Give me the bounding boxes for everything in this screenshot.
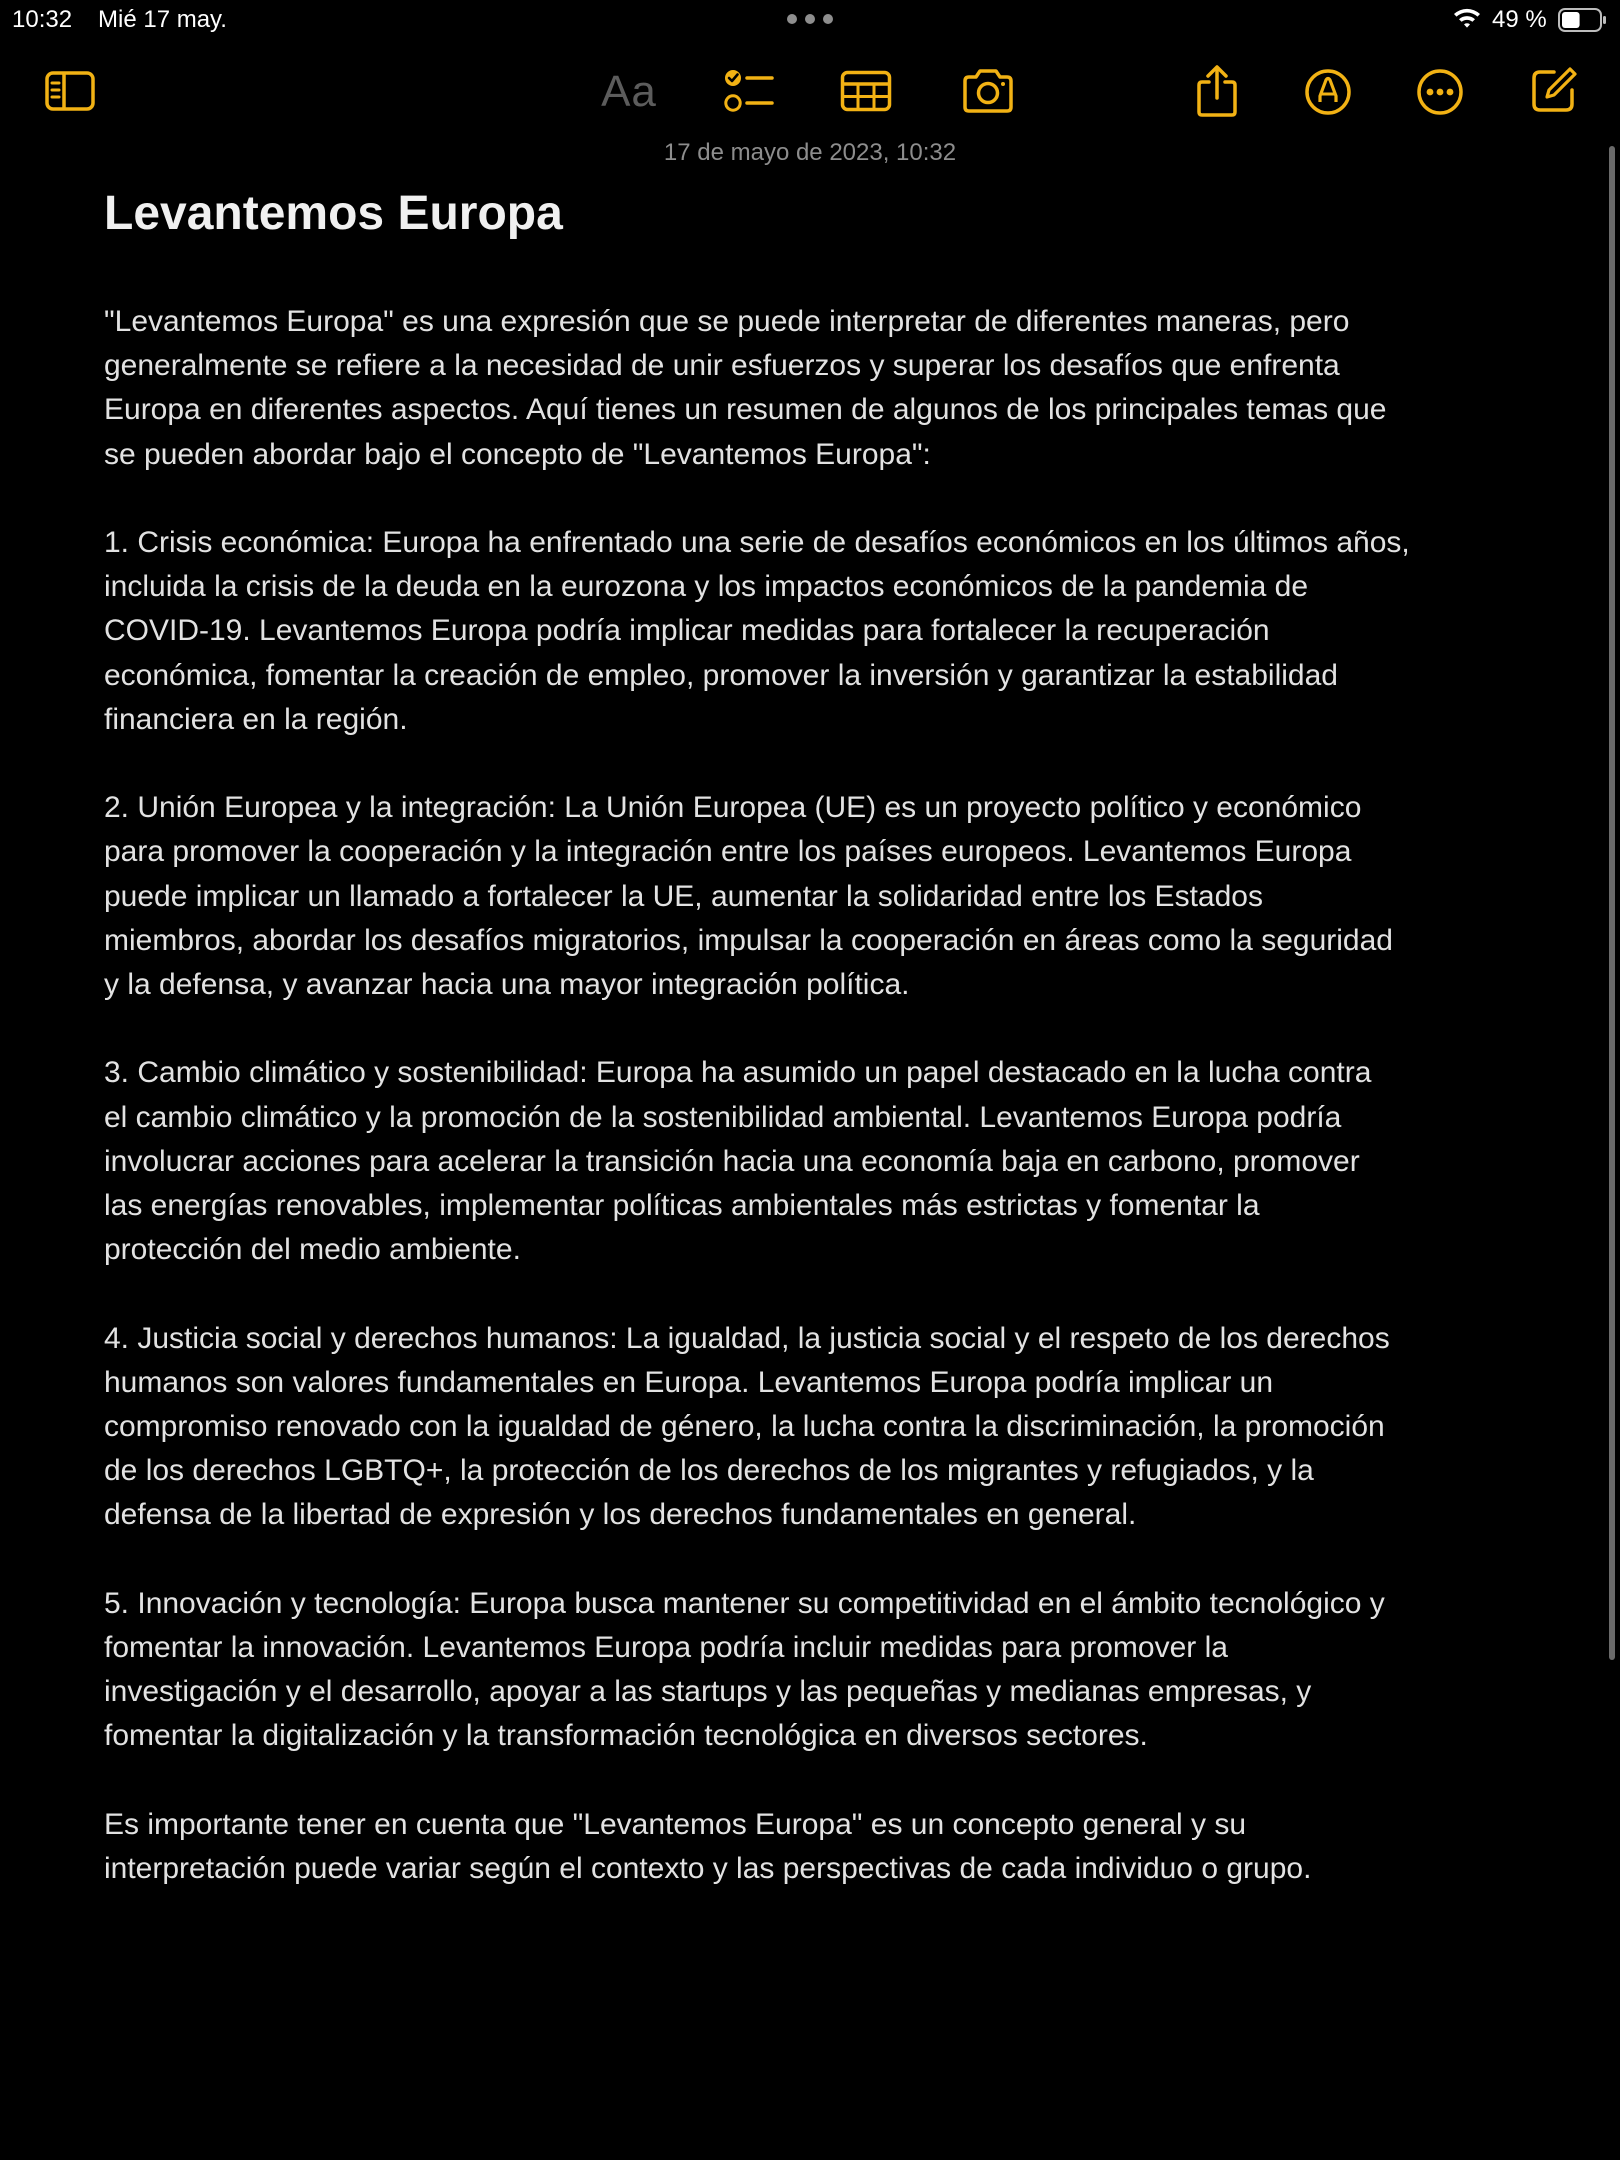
- note-date: 17 de mayo de 2023, 10:32: [663, 139, 957, 166]
- share-icon: [1196, 64, 1238, 118]
- status-bar: [0, 0, 1620, 40]
- checklist-button[interactable]: [722, 66, 774, 116]
- multitasking-dots-icon[interactable]: [787, 14, 833, 24]
- markup-icon: [1304, 68, 1352, 116]
- note-body[interactable]: [104, 300, 1524, 1935]
- format-button[interactable]: Aa: [601, 67, 657, 116]
- more-icon: [1416, 68, 1464, 116]
- new-note-button[interactable]: [1530, 66, 1578, 114]
- note-paragraph: 4. Justicia social y derechos humanos: La igualdad, la justicia social y el respeto de los derechos humanos son valores fundamentales en Europa. Levantemos Europa podría implicar un compromiso renovado con la igualdad de género, la lucha contra la discriminación, la promoción de los derechos LGBTQ+, la protección de los derechos de los migrantes y refugiados, y la defensa de la libertad de expresión y los derechos fundamentales en general.: [104, 1321, 1390, 1532]
- note-paragraph: Es importante tener en cuenta que "Levantemos Europa" es un concepto general y su interpretación puede variar según el contexto y las perspectivas de cada individuo o grupo.: [104, 1807, 1312, 1886]
- wifi-icon: [1452, 6, 1482, 30]
- more-button[interactable]: [1416, 68, 1464, 116]
- note-title[interactable]: Levantemos Europa: [104, 187, 563, 240]
- checklist-icon: [722, 66, 774, 116]
- camera-icon: [961, 68, 1015, 114]
- battery-percent: 49 %: [1492, 6, 1547, 33]
- scrollbar[interactable]: [1609, 146, 1615, 1660]
- markup-button[interactable]: [1304, 68, 1352, 116]
- compose-icon: [1530, 66, 1578, 114]
- note-paragraph: 5. Innovación y tecnología: Europa busca mantener su competitividad en el ámbito tecnológico y fomentar la innovación. Levantemos Europa podría incluir medidas para promover la investigación y el desarrollo, apoyar a las startups y las pequeñas y medianas empresas, y fomentar la digitalización y la transformación tecnológica en diversos sectores.: [104, 1586, 1385, 1753]
- status-date: Mié 17 may.: [98, 6, 227, 33]
- note-paragraph: 2. Unión Europea y la integración: La Unión Europea (UE) es un proyecto político y económico para promover la cooperación y la integración entre los países europeos. Levantemos Europa puede implicar un llamado a fortalecer la UE, aumentar la solidaridad entre los Estados miembros, abordar los desafíos migratorios, impulsar la cooperación en áreas como la seguridad y la defensa, y avanzar hacia una mayor integración política.: [104, 791, 1393, 1002]
- battery-icon: [1558, 8, 1608, 32]
- sidebar-toggle-button[interactable]: [44, 70, 96, 112]
- sidebar-icon: [44, 70, 96, 112]
- status-time: 10:32: [12, 6, 73, 33]
- note-paragraph: 1. Crisis económica: Europa ha enfrentado una serie de desafíos económicos en los últimos años, incluida la crisis de la deuda en la eurozona y los impactos económicos de la pandemia de COVID-19. Levantemos Europa podría implicar medidas para fortalecer la recuperación económica, fomentar la creación de empleo, promover la inversión y garantizar la estabilidad financiera en la región.: [104, 526, 1410, 736]
- note-paragraph: "Levantemos Europa" es una expresión que se puede interpretar de diferentes maneras, pero generalmente se refiere a la necesidad de unir esfuerzos y superar los desafíos que enfrenta Europa en diferentes aspectos. Aquí tienes un resumen de algunos de los principales temas que se pueden abordar bajo el concepto de "Levantemos Europa":: [104, 305, 1387, 471]
- camera-button[interactable]: [961, 68, 1015, 114]
- share-button[interactable]: [1196, 64, 1238, 118]
- table-button[interactable]: [840, 70, 892, 112]
- note-paragraph: 3. Cambio climático y sostenibilidad: Europa ha asumido un papel destacado en la lucha contra el cambio climático y la promoción de la sostenibilidad ambiental. Levantemos Europa podría involucrar acciones para acelerar la transición hacia una economía baja en carbono, promover las energías renovables, implementar políticas ambientales más estrictas y fomentar la protección del medio ambiente.: [104, 1056, 1372, 1267]
- table-icon: [840, 70, 892, 112]
